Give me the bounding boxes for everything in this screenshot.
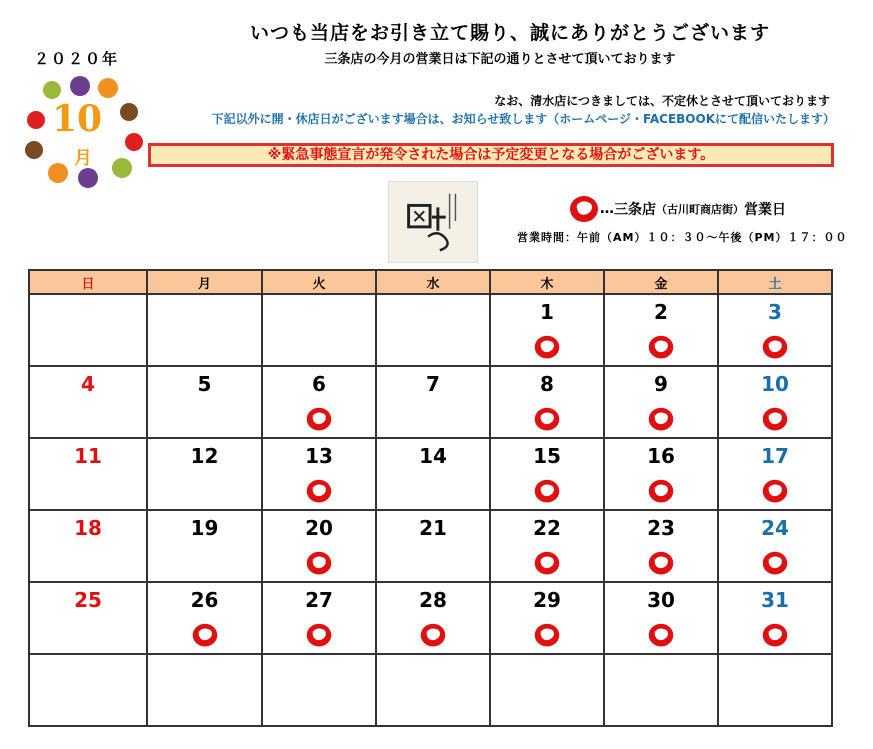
year-label: ２０２０年	[34, 50, 120, 68]
day-number: 27	[305, 588, 333, 612]
open-day-mark-icon	[305, 622, 333, 650]
calendar-day-cell	[29, 510, 147, 582]
open-day-mark-icon	[647, 550, 675, 578]
open-day-mark-icon	[533, 622, 561, 650]
legend-location: （古川町商店街）	[656, 203, 744, 216]
weekday-thu: 木	[490, 270, 604, 294]
calendar-day-cell	[718, 366, 832, 438]
calendar-day-cell	[604, 366, 718, 438]
month-number: 10	[52, 98, 103, 140]
calendar-day-cell	[490, 654, 604, 726]
day-number	[605, 660, 717, 684]
day-number: 13	[305, 444, 333, 468]
calendar-day-cell	[490, 366, 604, 438]
day-number	[30, 300, 146, 324]
calendar-week-row	[29, 294, 832, 366]
weekday-tue: 火	[262, 270, 376, 294]
legend-dots: …	[600, 201, 614, 217]
calendar-day-cell	[29, 654, 147, 726]
day-number: 16	[647, 444, 675, 468]
day-number	[148, 300, 261, 324]
day-number: 24	[761, 516, 789, 540]
calendar-week-row	[29, 510, 832, 582]
day-number: 1	[540, 300, 554, 324]
day-number: 3	[768, 300, 782, 324]
day-number: 4	[81, 372, 95, 396]
day-number: 23	[647, 516, 675, 540]
day-number	[491, 660, 603, 684]
month-kanji: 月	[74, 148, 92, 169]
day-number: 20	[305, 516, 333, 540]
day-number: 9	[654, 372, 668, 396]
calendar-week-row	[29, 366, 832, 438]
calendar-week-row	[29, 582, 832, 654]
store-logo	[388, 181, 478, 263]
weekday-mon: 月	[147, 270, 262, 294]
calendar-day-cell	[718, 510, 832, 582]
announcement-notice: 下記以外に開・休店日がございます場合は、お知らせ致します（ホームページ・FACEBOOKにて配信いたします）	[211, 112, 835, 126]
calendar-day-cell	[604, 510, 718, 582]
day-number: 6	[312, 372, 326, 396]
day-number: 15	[533, 444, 561, 468]
calendar-day-cell	[147, 582, 262, 654]
open-day-mark-icon	[647, 478, 675, 506]
weekday-fri: 金	[604, 270, 718, 294]
open-day-mark-icon	[305, 550, 333, 578]
calendar-day-cell	[262, 582, 376, 654]
day-number: 31	[761, 588, 789, 612]
day-number: 19	[190, 516, 219, 540]
calendar-day-cell	[29, 438, 147, 510]
day-number: 10	[761, 372, 789, 396]
calendar-day-cell	[376, 582, 490, 654]
open-day-mark-icon	[419, 622, 447, 650]
day-number: 5	[197, 372, 212, 396]
shimizu-notice: なお、清水店につきましては、不定休とさせて頂いております	[494, 94, 830, 108]
open-day-mark-icon	[533, 550, 561, 578]
legend-store: 三条店	[614, 202, 656, 218]
weekday-wed: 水	[376, 270, 490, 294]
calendar-week-row	[29, 438, 832, 510]
day-number: 14	[419, 444, 447, 468]
business-hours: 営業時間：午前（AM）１０：３０～午後（PM）１７：００	[517, 231, 848, 244]
day-number	[719, 660, 831, 684]
day-number	[148, 660, 261, 684]
legend	[568, 194, 786, 224]
open-day-mark-icon	[568, 194, 600, 224]
day-number: 30	[647, 588, 675, 612]
day-number: 12	[190, 444, 219, 468]
day-number: 22	[533, 516, 561, 540]
day-number: 7	[426, 372, 440, 396]
calendar-day-cell	[490, 438, 604, 510]
day-number: 21	[419, 516, 447, 540]
calendar-day-cell	[147, 438, 262, 510]
day-number: 28	[419, 588, 447, 612]
calendar-day-cell	[376, 366, 490, 438]
calendar-day-cell	[718, 654, 832, 726]
calendar-day-cell	[376, 438, 490, 510]
open-day-mark-icon	[761, 478, 789, 506]
calendar-day-cell	[262, 654, 376, 726]
weekday-sun: 日	[29, 270, 147, 294]
calendar-day-cell	[376, 294, 490, 366]
calendar-day-cell	[147, 294, 262, 366]
page-headline: いつも当店をお引き立て賜り、誠にありがとうございます	[249, 22, 770, 44]
calendar-day-cell	[718, 582, 832, 654]
open-day-mark-icon	[647, 622, 675, 650]
open-day-mark-icon	[305, 406, 333, 434]
open-day-mark-icon	[761, 622, 789, 650]
open-day-mark-icon	[533, 478, 561, 506]
calendar-week-row	[29, 654, 832, 726]
calendar-day-cell	[604, 654, 718, 726]
page-subheadline: 三条店の今月の営業日は下記の通りとさせて頂いております	[324, 52, 676, 67]
day-number	[30, 660, 146, 684]
calendar-day-cell	[376, 654, 490, 726]
calendar-day-cell	[262, 366, 376, 438]
legend-label: 営業日	[744, 202, 786, 218]
day-number: 25	[74, 588, 102, 612]
calendar-day-cell	[604, 294, 718, 366]
open-day-mark-icon	[761, 334, 789, 362]
day-number	[263, 660, 375, 684]
calendar-day-cell	[718, 438, 832, 510]
calendar-day-cell	[718, 294, 832, 366]
weekday-header-row	[29, 270, 832, 294]
calendar-day-cell	[490, 582, 604, 654]
open-day-mark-icon	[305, 478, 333, 506]
day-number: 26	[190, 588, 219, 612]
day-number	[263, 300, 375, 324]
calendar-day-cell	[262, 438, 376, 510]
calendar-day-cell	[262, 294, 376, 366]
day-number	[377, 660, 489, 684]
calendar-day-cell	[29, 294, 147, 366]
calendar-day-cell	[490, 294, 604, 366]
day-number	[377, 300, 489, 324]
calendar-day-cell	[376, 510, 490, 582]
open-day-mark-icon	[533, 334, 561, 362]
day-number: 29	[533, 588, 561, 612]
calendar-table	[28, 269, 833, 727]
day-number: 17	[761, 444, 789, 468]
calendar-day-cell	[29, 582, 147, 654]
day-number: 11	[74, 444, 102, 468]
day-number: 2	[654, 300, 668, 324]
open-day-mark-icon	[191, 622, 219, 650]
calendar-day-cell	[29, 366, 147, 438]
open-day-mark-icon	[761, 406, 789, 434]
open-day-mark-icon	[533, 406, 561, 434]
day-number: 18	[74, 516, 102, 540]
calendar-day-cell	[604, 438, 718, 510]
calendar-day-cell	[490, 510, 604, 582]
open-day-mark-icon	[647, 406, 675, 434]
day-number: 8	[540, 372, 554, 396]
calendar-day-cell	[147, 510, 262, 582]
calendar-day-cell	[147, 654, 262, 726]
emergency-warning-banner: ※緊急事態宣言が発令された場合は予定変更となる場合がございます。	[148, 143, 834, 167]
calendar-day-cell	[147, 366, 262, 438]
calendar-day-cell	[604, 582, 718, 654]
weekday-sat: 土	[718, 270, 832, 294]
calendar-day-cell	[262, 510, 376, 582]
open-day-mark-icon	[647, 334, 675, 362]
open-day-mark-icon	[761, 550, 789, 578]
